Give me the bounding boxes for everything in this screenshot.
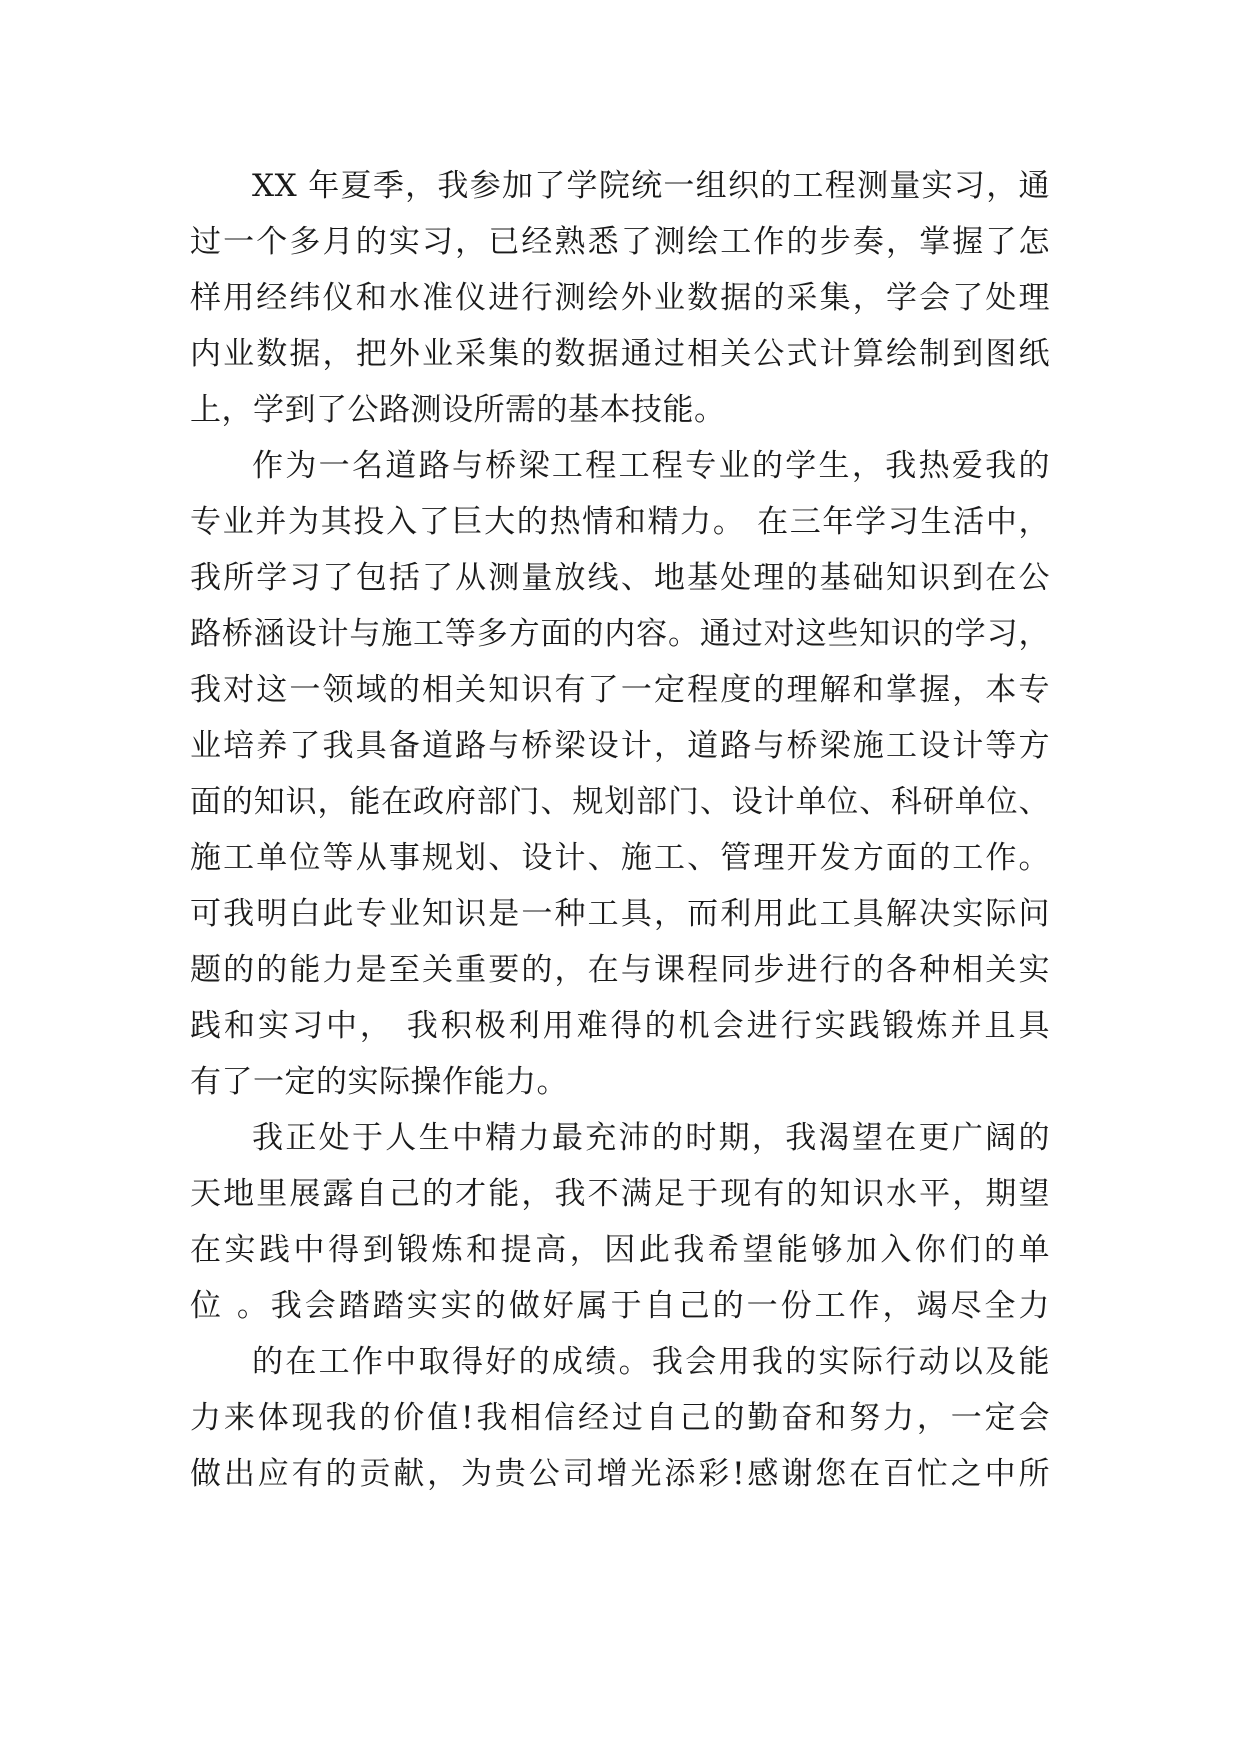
text-line: 题的的能力是至关重要的，在与课程同步进行的各种相关实 [190, 952, 1050, 988]
text-line: 路桥涵设计与施工等多方面的内容。通过对这些知识的学习， [190, 616, 1050, 652]
text-line: 力来体现我的价值!我相信经过自己的勤奋和努力，一定会 [190, 1400, 1050, 1436]
text-line: 的在工作中取得好的成绩。我会用我的实际行动以及能 [252, 1344, 1050, 1380]
text-line: 位 。我会踏踏实实的做好属于自己的一份工作，竭尽全力 [190, 1288, 1050, 1324]
text-line: 天地里展露自己的才能，我不满足于现有的知识水平，期望 [190, 1176, 1050, 1212]
text-line: 作为一名道路与桥梁工程工程专业的学生，我热爱我的 [252, 448, 1050, 484]
text-line: 我正处于人生中精力最充沛的时期，我渴望在更广阔的 [252, 1120, 1050, 1156]
text-line: 做出应有的贡献，为贵公司增光添彩!感谢您在百忙之中所 [190, 1456, 1050, 1492]
text-line: 过一个多月的实习，已经熟悉了测绘工作的步奏，掌握了怎 [190, 224, 1050, 260]
text-line: 专业并为其投入了巨大的热情和精力。 在三年学习生活中， [190, 504, 1050, 540]
text-line: 践和实习中， 我积极利用难得的机会进行实践锻炼并且具 [190, 1008, 1050, 1044]
text-line: 我对这一领域的相关知识有了一定程度的理解和掌握，本专 [190, 672, 1050, 708]
text-line: 在实践中得到锻炼和提高，因此我希望能够加入你们的单 [190, 1232, 1050, 1268]
text-line: 有了一定的实际操作能力。 [190, 1064, 568, 1100]
text-line: 面的知识，能在政府部门、规划部门、设计单位、科研单位、 [190, 784, 1050, 820]
text-line: 上，学到了公路测设所需的基本技能。 [190, 392, 726, 428]
text-line: 内业数据，把外业采集的数据通过相关公式计算绘制到图纸 [190, 336, 1050, 372]
text-line: 业培养了我具备道路与桥梁设计，道路与桥梁施工设计等方 [190, 728, 1050, 764]
text-line: 可我明白此专业知识是一种工具，而利用此工具解决实际问 [190, 896, 1050, 932]
text-line: 我所学习了包括了从测量放线、地基处理的基础知识到在公 [190, 560, 1050, 596]
text-line: XX 年夏季，我参加了学院统一组织的工程测量实习，通 [252, 168, 1050, 204]
text-line: 施工单位等从事规划、设计、施工、管理开发方面的工作。 [190, 840, 1050, 876]
text-line: 样用经纬仪和水准仪进行测绘外业数据的采集，学会了处理 [190, 280, 1050, 316]
